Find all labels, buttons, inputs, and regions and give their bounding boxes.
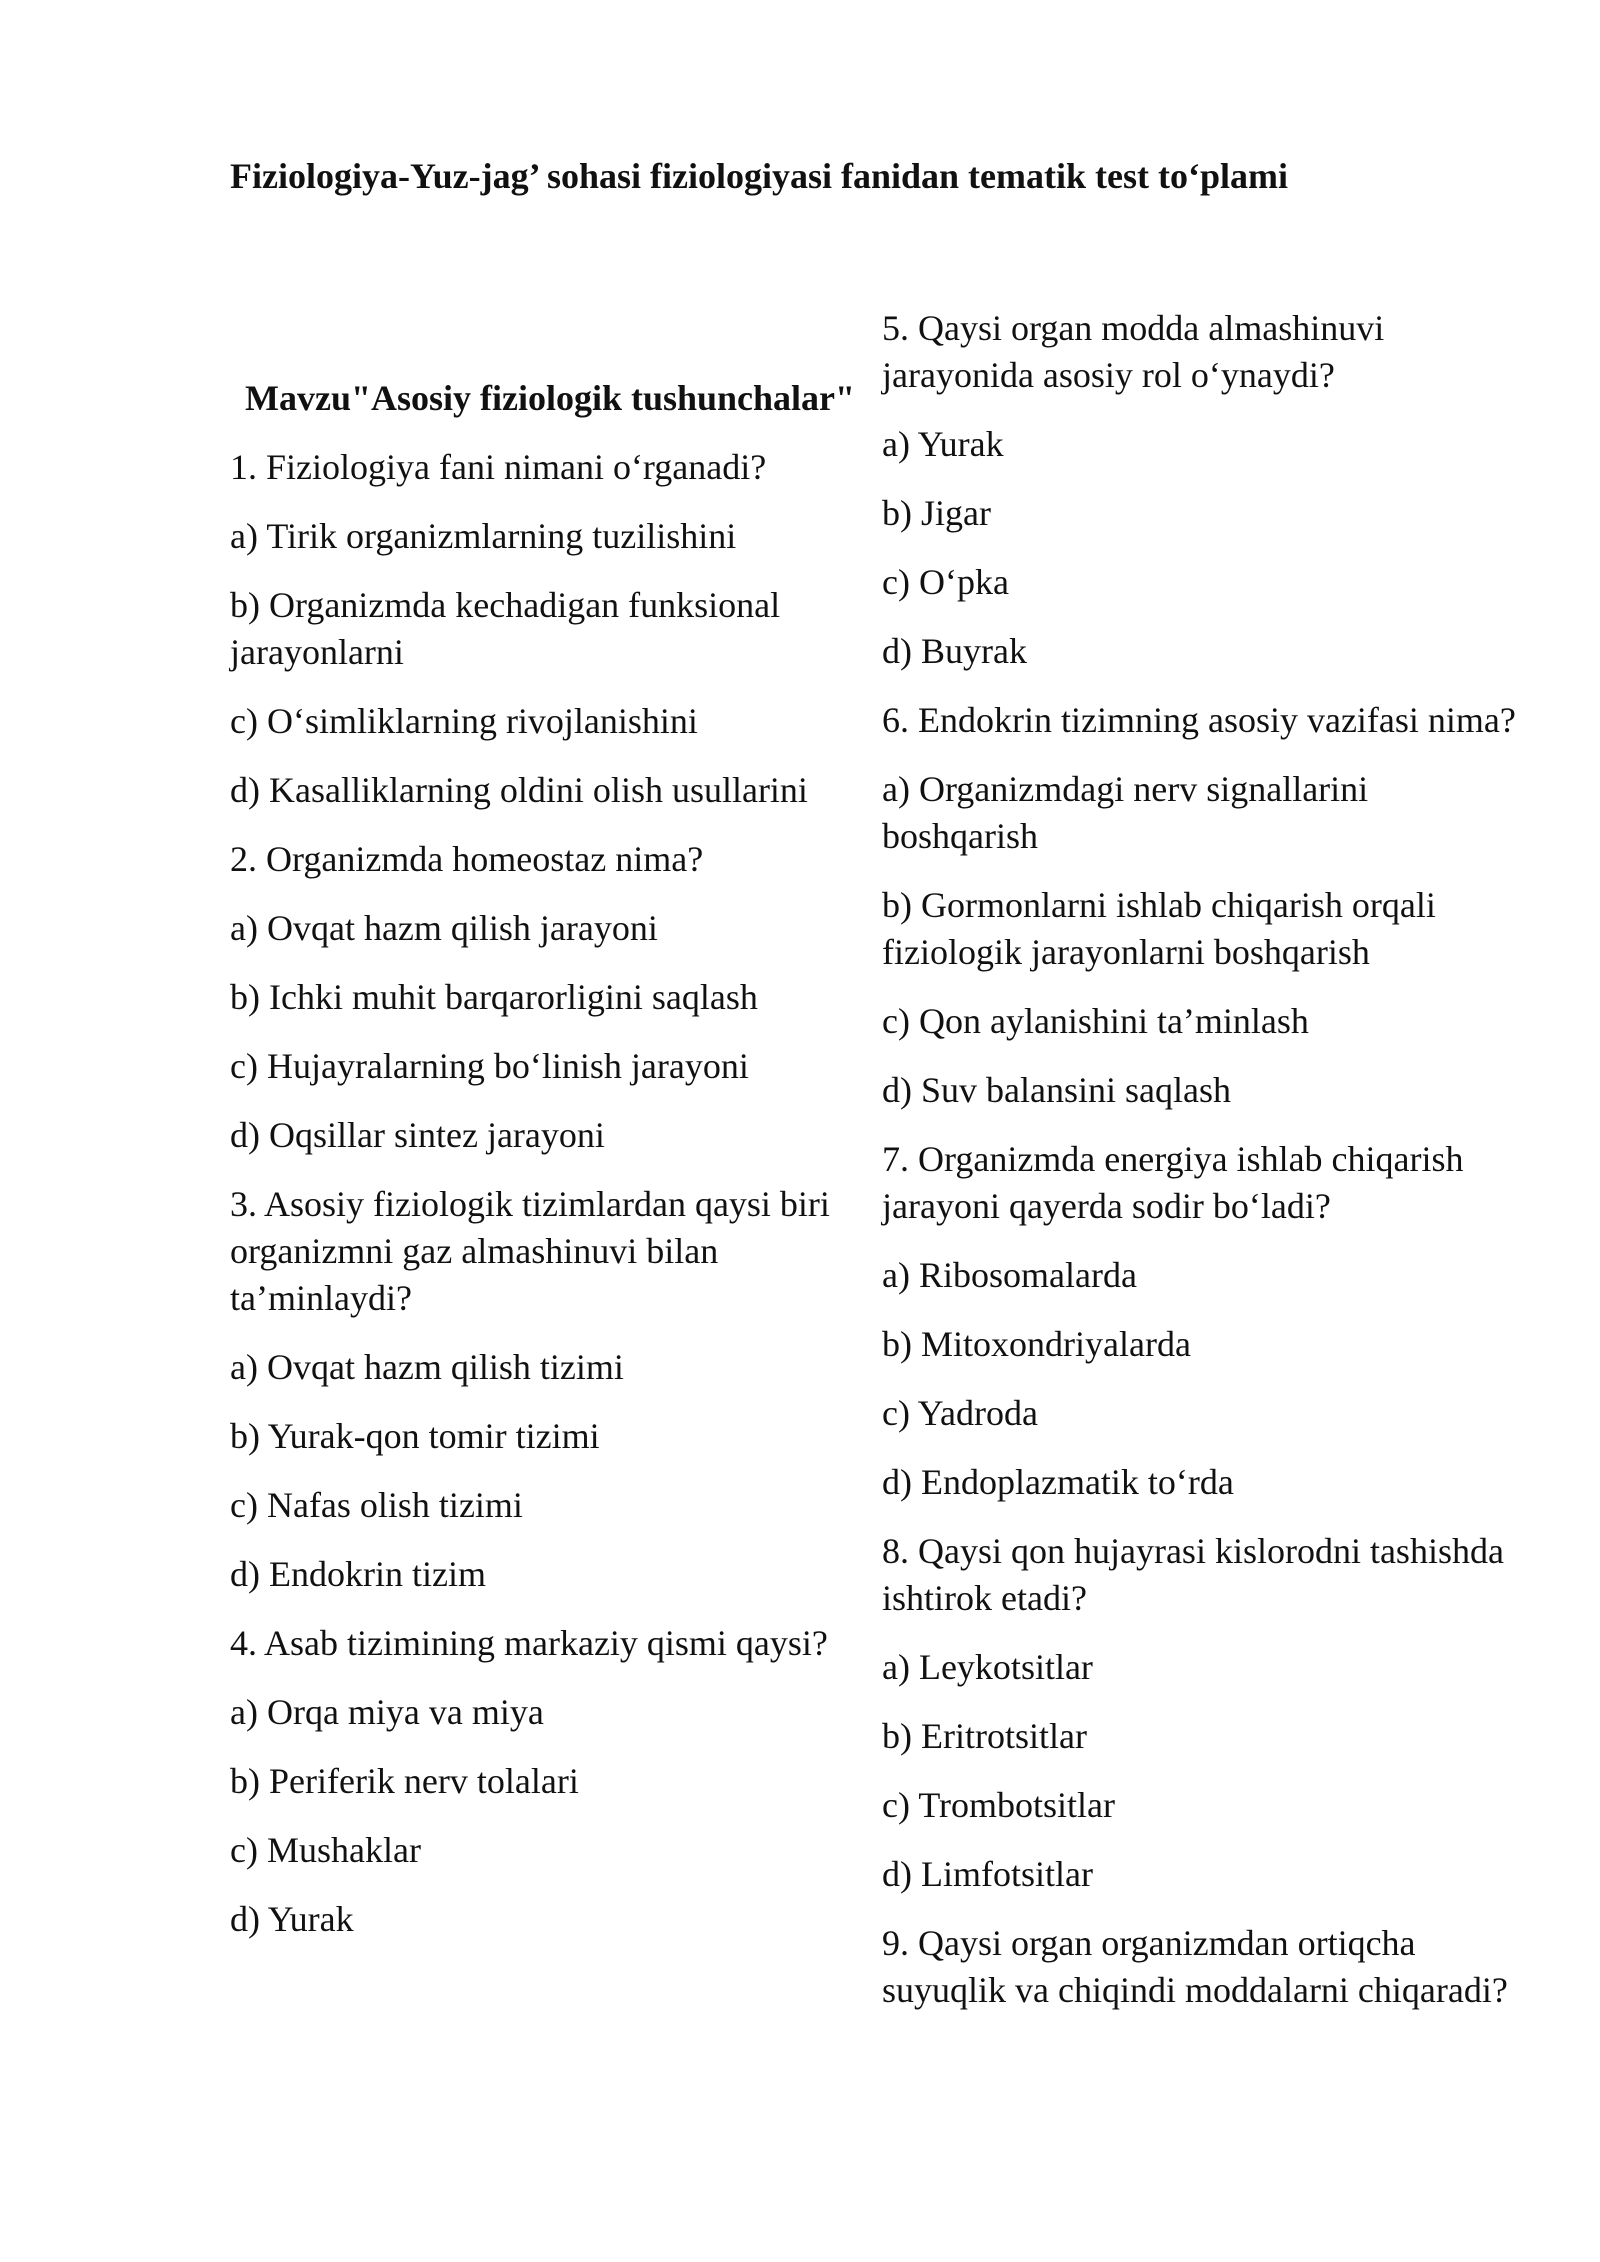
answer-option: b) Eritrotsitlar bbox=[882, 1716, 1087, 1756]
answer-option: a) Organizmdagi nerv signallarini boshqarish bbox=[882, 769, 1369, 856]
answer-option: b) Mitoxondriyalarda bbox=[882, 1324, 1191, 1364]
answer-option: d) Yurak bbox=[230, 1899, 354, 1939]
left-column bbox=[230, 375, 870, 1965]
question-text: 3. Asosiy fiziologik tizimlardan qaysi biri organizmni gaz almashinuvi bilan ta’minlaydi? bbox=[230, 1184, 830, 1318]
question-text: 2. Organizmda homeostaz nima? bbox=[230, 839, 704, 879]
answer-option: c) Trombotsitlar bbox=[882, 1785, 1116, 1825]
answer-option: d) Endoplazmatik to‘rda bbox=[882, 1462, 1234, 1502]
question-text: 5. Qaysi organ modda almashinuvi jarayonida asosiy rol o‘ynaydi? bbox=[882, 308, 1385, 395]
topic-heading: Mavzu"Asosiy fiziologik tushunchalar" bbox=[244, 378, 856, 418]
answer-option: a) Yurak bbox=[882, 424, 1004, 464]
answer-option: d) Limfotsitlar bbox=[882, 1854, 1093, 1894]
right-column bbox=[882, 305, 1522, 2036]
answer-option: d) Suv balansini saqlash bbox=[882, 1070, 1231, 1110]
answer-option: c) Hujayralarning bo‘linish jarayoni bbox=[230, 1046, 749, 1086]
answer-option: a) Ribosomalarda bbox=[882, 1255, 1137, 1295]
answer-option: d) Buyrak bbox=[882, 631, 1027, 671]
answer-option: b) Yurak-qon tomir tizimi bbox=[230, 1416, 600, 1456]
answer-option: c) O‘pka bbox=[882, 562, 1009, 602]
answer-option: a) Orqa miya va miya bbox=[230, 1692, 544, 1732]
answer-option: d) Oqsillar sintez jarayoni bbox=[230, 1115, 605, 1155]
answer-option: a) Leykotsitlar bbox=[882, 1647, 1093, 1687]
answer-option: a) Ovqat hazm qilish jarayoni bbox=[230, 908, 658, 948]
answer-option: c) Yadroda bbox=[882, 1393, 1038, 1433]
answer-option: b) Organizmda kechadigan funksional jarayonlarni bbox=[230, 585, 781, 672]
answer-option: a) Ovqat hazm qilish tizimi bbox=[230, 1347, 624, 1387]
answer-option: a) Tirik organizmlarning tuzilishini bbox=[230, 516, 737, 556]
answer-option: c) Qon aylanishini ta’minlash bbox=[882, 1001, 1309, 1041]
answer-option: b) Periferik nerv tolalari bbox=[230, 1761, 579, 1801]
question-text: 7. Organizmda energiya ishlab chiqarish jarayoni qayerda sodir bo‘ladi? bbox=[882, 1139, 1464, 1226]
answer-option: b) Gormonlarni ishlab chiqarish orqali fiziologik jarayonlarni boshqarish bbox=[882, 885, 1436, 972]
answer-option: c) Mushaklar bbox=[230, 1830, 421, 1870]
answer-option: b) Jigar bbox=[882, 493, 991, 533]
answer-option: d) Kasalliklarning oldini olish usullarini bbox=[230, 770, 808, 810]
answer-option: c) O‘simliklarning rivojlanishini bbox=[230, 701, 698, 741]
question-text: 1. Fiziologiya fani nimani o‘rganadi? bbox=[230, 447, 767, 487]
answer-option: d) Endokrin tizim bbox=[230, 1554, 486, 1594]
answer-option: b) Ichki muhit barqarorligini saqlash bbox=[230, 977, 758, 1017]
question-text: 9. Qaysi organ organizmdan ortiqcha suyuqlik va chiqindi moddalarni chiqaradi? bbox=[882, 1923, 1508, 2010]
answer-option: c) Nafas olish tizimi bbox=[230, 1485, 523, 1525]
question-text: 4. Asab tizimining markaziy qismi qaysi? bbox=[230, 1623, 828, 1663]
question-text: 6. Endokrin tizimning asosiy vazifasi nima? bbox=[882, 700, 1516, 740]
question-text: 8. Qaysi qon hujayrasi kislorodni tashishda ishtirok etadi? bbox=[882, 1531, 1504, 1618]
document-title: Fiziologiya-Yuz-jag’ sohasi fiziologiyasi fanidan tematik test to‘plami bbox=[230, 156, 1288, 196]
